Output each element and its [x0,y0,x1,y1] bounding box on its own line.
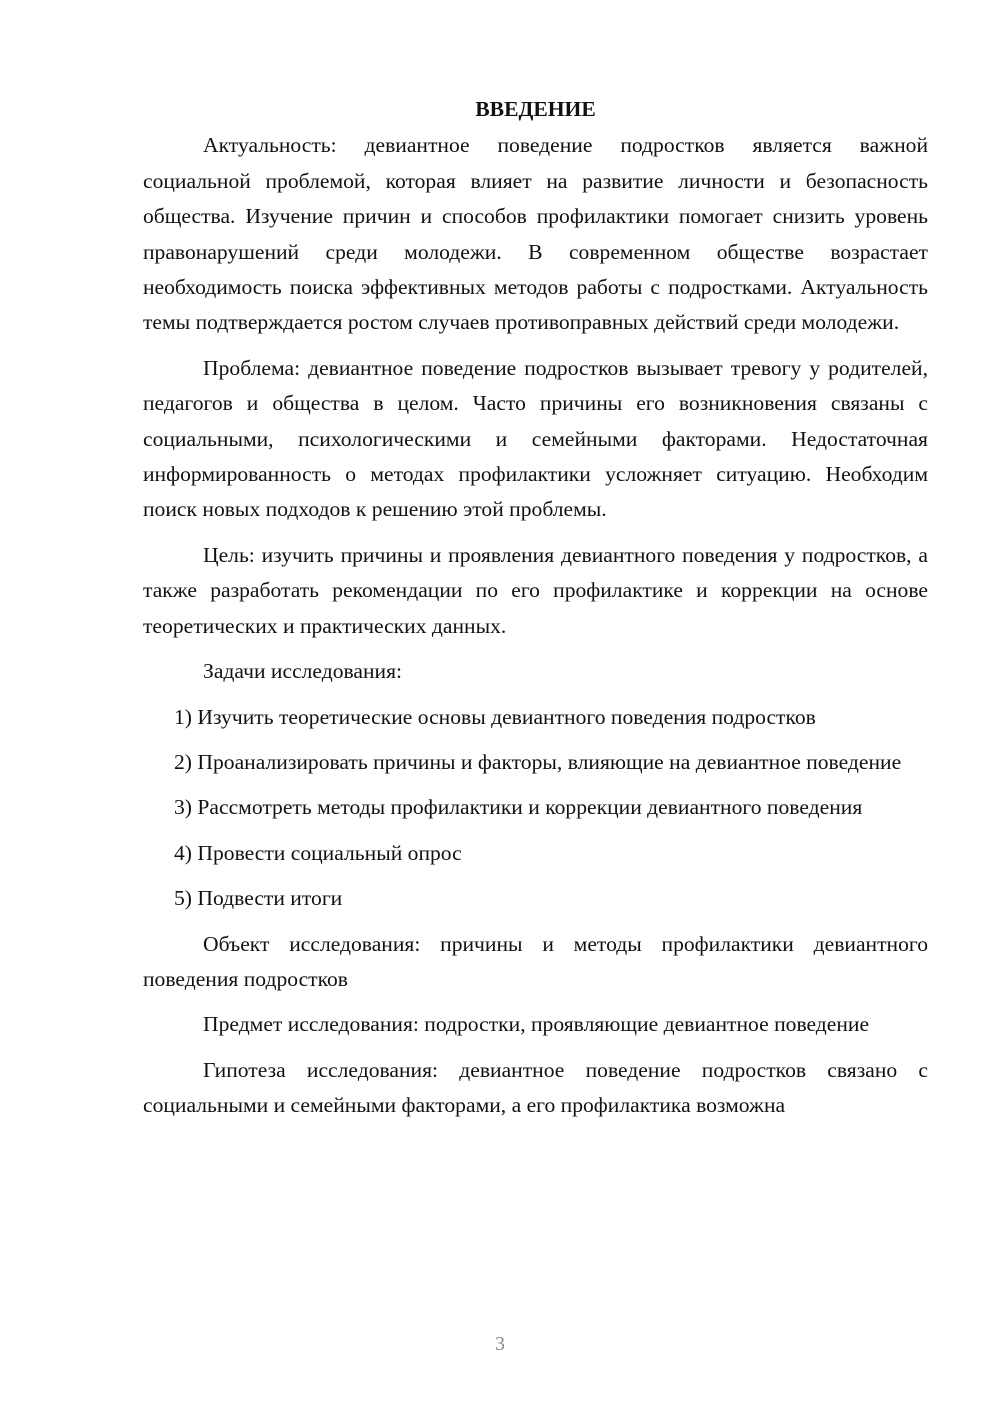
paragraph-relevance: Актуальность: девиантное поведение подростков является важной социальной проблемой, которая влияет на развитие личности и безопасность общества. Изучение причин и способов профилактики помогает снизить уровень правонарушений среди молодежи. В современном обществе возрастает необходимость поиска эффективных методов работы с подростками. Актуальность темы подтверждается ростом случаев противоправных действий среди молодежи. [143,133,928,335]
paragraph-hypothesis: Гипотеза исследования: девиантное поведение подростков связано с социальными и семейными факторами, а его профилактика возможна [143,1057,928,1118]
task-item-2: 2) Проанализировать причины и факторы, влияющие на девиантное поведение [174,749,902,774]
task-item-4: 4) Провести социальный опрос [174,840,462,865]
task-item-1: 1) Изучить теоретические основы девиантного поведения подростков [174,704,816,729]
page-body [143,92,928,1134]
paragraph-problem: Проблема: девиантное поведение подростков вызывает тревогу у родителей, педагогов и общества в целом. Часто причины его возникновения связаны с социальными, психологическими и семейными факторами. Недостаточная информированность о методах профилактики усложняет ситуацию. Необходим поиск новых подходов к решению этой проблемы. [143,355,928,522]
paragraph-subject: Предмет исследования: подростки, проявляющие девиантное поведение [203,1012,870,1037]
page-number: 3 [495,1333,505,1355]
task-item-5: 5) Подвести итоги [174,886,343,911]
section-title: ВВЕДЕНИЕ [475,97,596,121]
paragraph-goal: Цель: изучить причины и проявления девиантного поведения у подростков, а также разработать рекомендации по его профилактике и коррекции на основе теоретических и практических данных. [143,542,928,638]
paragraph-object: Объект исследования: причины и методы профилактики девиантного поведения подростков [143,931,928,991]
task-item-3: 3) Рассмотреть методы профилактики и коррекции девиантного поведения [174,795,863,820]
tasks-heading: Задачи исследования: [203,659,403,684]
